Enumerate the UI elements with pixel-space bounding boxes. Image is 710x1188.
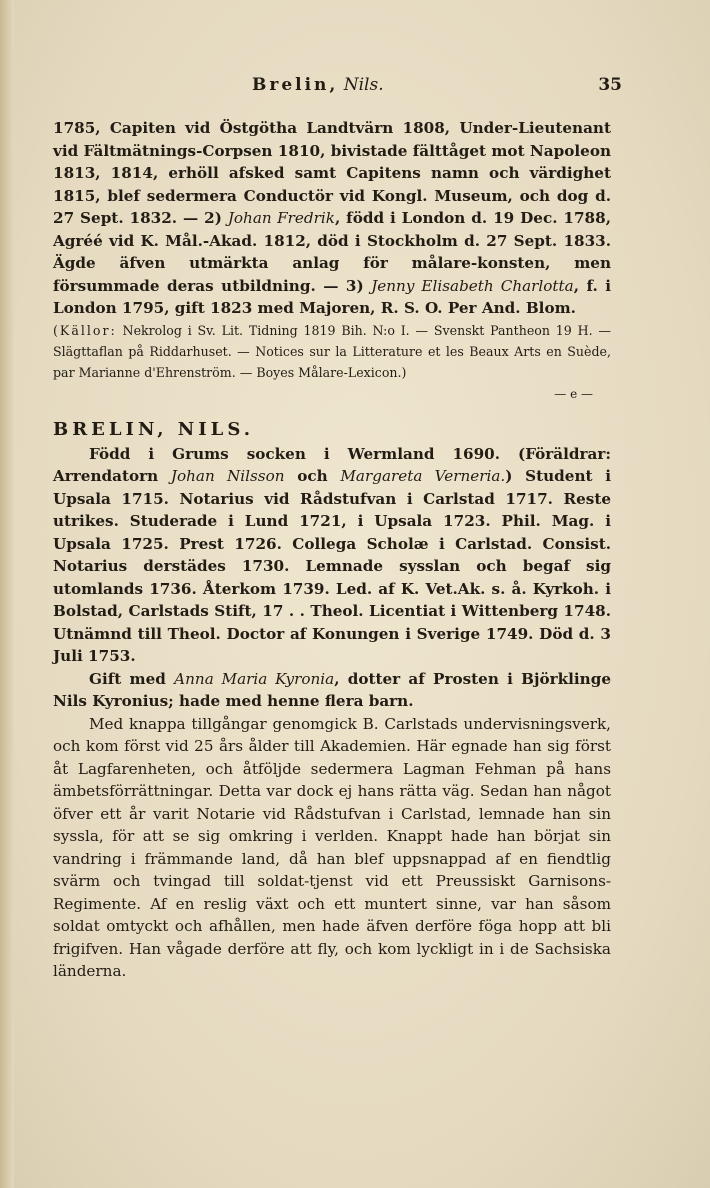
running-head bbox=[252, 75, 384, 95]
sources-note bbox=[53, 320, 611, 383]
section-ornament: — e — bbox=[554, 386, 593, 401]
wife-name: Anna Maria Kyronia bbox=[174, 669, 335, 688]
previous-entry-text-3: , f. i London 1795, gift 1823 med Majoren, R. S. O. Per And. Blom. bbox=[53, 276, 611, 317]
entry-birth-och: och bbox=[297, 467, 328, 485]
entry-paragraph-birth bbox=[53, 443, 611, 668]
running-head-forename: Nils. bbox=[343, 75, 384, 95]
entry-marriage-text-a: Gift med bbox=[89, 669, 166, 688]
page-number: 35 bbox=[598, 75, 622, 95]
page-edge bbox=[0, 0, 14, 1188]
entry-birth-text-a: Född i Grums socken i Wermland 1690. (Föräldrar: Arrendatorn bbox=[53, 444, 611, 485]
previous-entry-text-1: 1785, Capiten vid Östgötha Landtvärn 1808, Under-Lieutenant vid Fältmätnings-Corpsen 1810, bivistade fälttåget mot Napoleon 1813, 1814, erhöll afsked samt Capitens namn och värdighet 1815, blef sedermera Conductör vid Kongl. Museum, och dog d. 27 Sept. 1832. — 2) bbox=[53, 119, 611, 227]
sources-text: Nekrolog i Sv. Lit. Tidning 1819 Bih. N:o I. — Svenskt Pantheon 19 H. — Slägttaflan på Riddarhuset. — Notices sur la Litterature et les Beaux Arts en Suède, par Marianne d'Ehrenström. — Boyes Målare-Lexicon.) bbox=[53, 322, 611, 380]
sources-label: (Källor: bbox=[53, 322, 117, 338]
entry-birth-text-b: ) Student i Upsala 1715. Notarius vid Rådstufvan i Carlstad 1717. Reste utrikes. Studerade i Lund 1721, i Upsala 1723. Phil. Mag. i Upsala 1725. Prest 1726. Collega Scholæ i Carlstad. Consist. Notarius derstädes 1730. Lemnade sysslan och begaf sig utomlands 1736. Återkom 1739. Led. af K. Vet.Ak. s. å. Kyrkoh. i Bolstad, Carlstads Stift, 17 . . Theol. Licentiat i Wittenberg 1748. Utnämnd till Theol. Doctor af Konungen i Sverige 1749. Död d. 3 Juli 1753. bbox=[53, 467, 611, 665]
child-name-johan-fredrik: Johan Fredrik bbox=[227, 209, 335, 227]
running-head-surname: Brelin, bbox=[252, 75, 339, 95]
father-name: Johan Nilsson bbox=[170, 467, 285, 485]
child-name-jenny: Jenny Elisabeth Charlotta bbox=[371, 276, 574, 295]
body-text bbox=[53, 117, 611, 983]
entry-marriage-text-b: , dotter af Prosten i Björklinge Nils Kyronius; hade med henne flera barn. bbox=[53, 669, 612, 710]
entry-paragraph-marriage bbox=[53, 668, 611, 713]
previous-entry-paragraph bbox=[53, 117, 611, 320]
page-header bbox=[252, 72, 622, 98]
entry-title: BRELIN, NILS. bbox=[53, 418, 254, 440]
mother-name: Margareta Verneria. bbox=[340, 467, 506, 485]
entry-paragraph-biography: Med knappa tillgångar genomgick B. Carlstads undervisningsverk, och kom först vid 25 års ålder till Akademien. Här egnade han sig först åt Lagfarenheten, och åtföljde sedermera Lagman Fehman på hans ämbetsförrättningar. Detta var dock ej hans rätta väg. Sedan han något öfver ett år varit Notarie vid Rådstufvan i Carlstad, lemnade han sin syssla, för att se sig omkring i verlden. Knappt hade han börjat sin vandring i främmande land, då han blef uppsnappad af en fiendtlig svärm och tvingad till soldat-tjenst vid ett Preussiskt Garnisons-Regimente. Af en reslig växt och ett muntert sinne, var han såsom soldat omtyckt och afhållen, men hade äfven derföre föga hopp att bli frigifven. Han vågade derföre att fly, och kom lyckligt in i de Sachsiska länderna. bbox=[53, 714, 611, 980]
previous-entry-text-2: , född i London d. 19 Dec. 1788, Agréé vid K. Mål.-Akad. 1812, död i Stockholm d. 27 Sept. 1833. Ägde äfven utmärkta anlag för målare-konsten, men försummade deras utbildning. — 3) bbox=[53, 209, 611, 295]
